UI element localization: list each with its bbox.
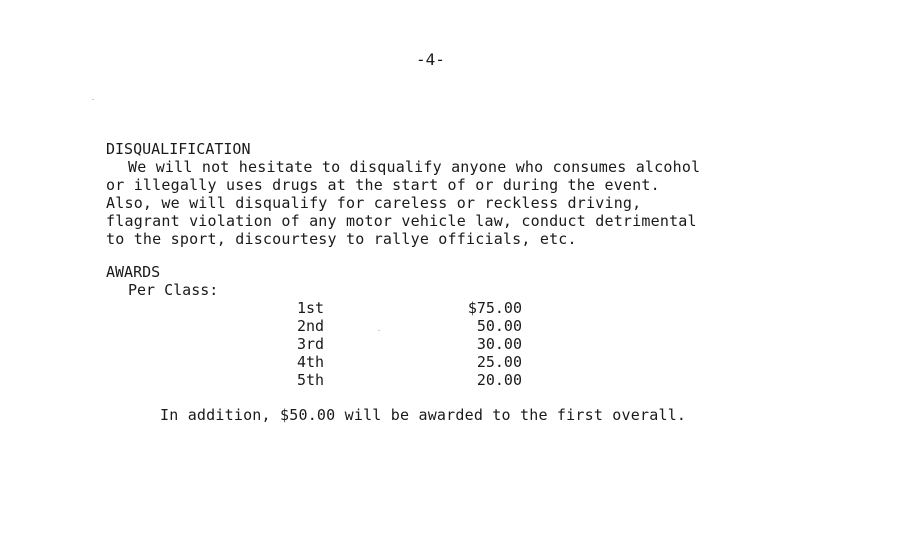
addition-note: In addition, $50.00 will be awarded to the first overall. xyxy=(160,406,687,424)
award-amount: 30.00 xyxy=(476,335,522,353)
award-row xyxy=(297,299,522,317)
disqualification-line: Also, we will disqualify for careless or reckless driving, xyxy=(106,194,642,212)
disqualification-line: to the sport, discourtesy to rallye officials, etc. xyxy=(106,230,577,248)
award-row xyxy=(297,371,522,389)
award-place: 1st xyxy=(297,299,325,317)
awards-table xyxy=(297,299,522,389)
per-class-label: Per Class: xyxy=(128,281,219,299)
award-row xyxy=(297,353,522,371)
award-row xyxy=(297,335,522,353)
award-place: 3rd xyxy=(297,335,325,353)
award-place: 4th xyxy=(297,353,325,371)
disqualification-section xyxy=(106,140,826,248)
award-amount: $75.00 xyxy=(467,299,522,317)
page-number: -4- xyxy=(416,50,445,69)
awards-heading: AWARDS xyxy=(106,263,161,281)
disqualification-line: flagrant violation of any motor vehicle law, conduct detrimental xyxy=(106,212,697,230)
award-amount: 25.00 xyxy=(476,353,522,371)
award-row xyxy=(297,317,522,335)
awards-section xyxy=(106,263,826,299)
scan-speck xyxy=(378,330,380,331)
disqualification-heading: DISQUALIFICATION xyxy=(106,140,251,158)
disqualification-line: We will not hesitate to disqualify anyone who consumes alcohol xyxy=(128,158,701,176)
award-place: 2nd xyxy=(297,317,325,335)
award-place: 5th xyxy=(297,371,325,389)
award-amount: 20.00 xyxy=(476,371,522,389)
disqualification-line: or illegally uses drugs at the start of or during the event. xyxy=(106,176,660,194)
award-amount: 50.00 xyxy=(476,317,522,335)
scan-speck xyxy=(92,99,94,100)
